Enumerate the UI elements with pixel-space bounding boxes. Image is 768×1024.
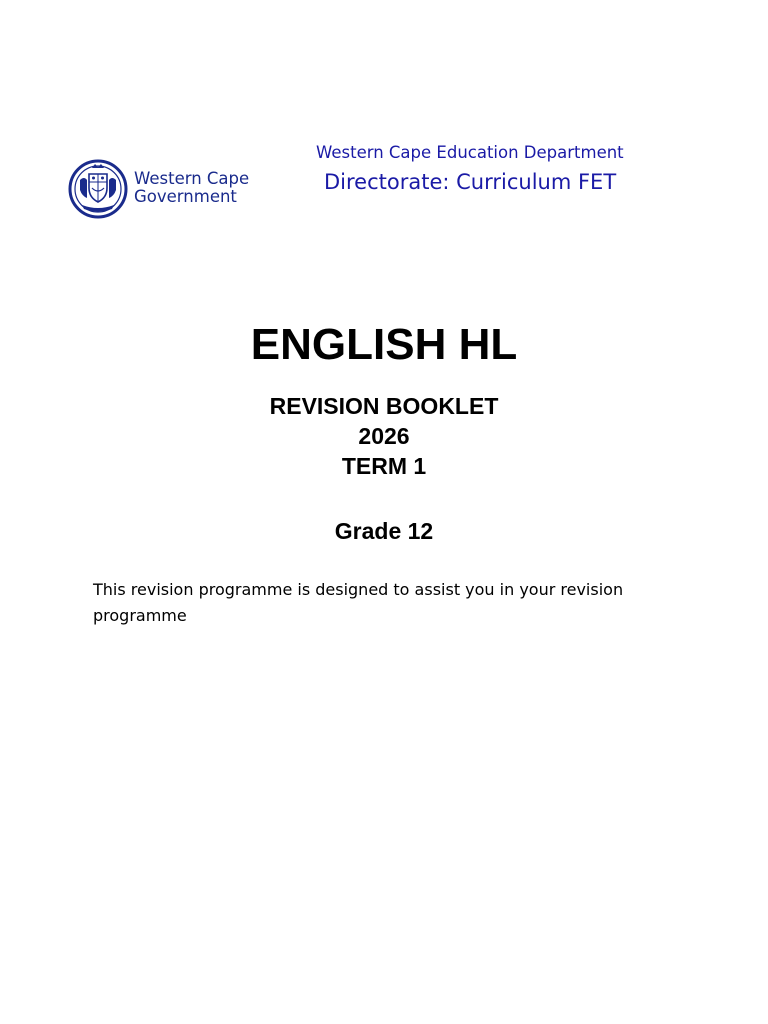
department-name: Western Cape Education Department — [316, 143, 624, 162]
document-grade: Grade 12 — [334, 518, 434, 544]
intro-paragraph: This revision programme is designed to assist you in your revision programme — [93, 580, 624, 625]
logo-line-2: Government — [134, 187, 237, 206]
document-year: 2026 — [358, 423, 410, 449]
document-subtitle: REVISION BOOKLET — [269, 393, 499, 419]
document-title: ENGLISH HL — [250, 320, 518, 369]
western-cape-government-logo — [68, 158, 268, 220]
logo-line-1: Western Cape — [134, 169, 250, 188]
coat-of-arms-icon — [68, 158, 128, 220]
document-term: TERM 1 — [341, 453, 427, 479]
logo-wordmark — [134, 170, 249, 206]
directorate-name: Directorate: Curriculum FET — [324, 170, 617, 194]
